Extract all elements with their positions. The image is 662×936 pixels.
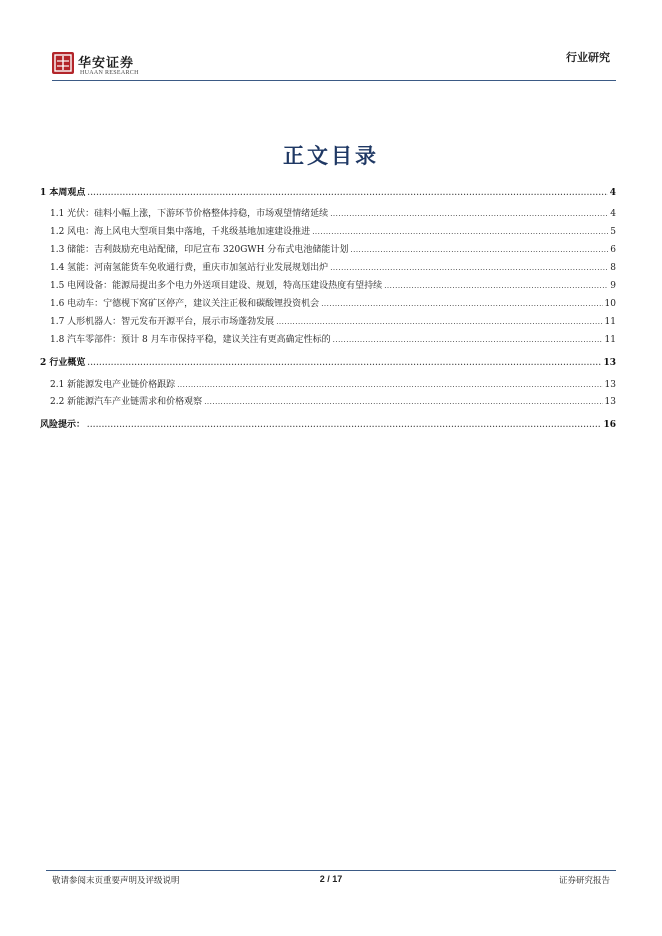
toc-entry[interactable] — [40, 185, 616, 198]
report-category: 行业研究 — [566, 51, 610, 64]
toc-entry[interactable] — [50, 377, 616, 390]
footer-divider — [46, 870, 616, 871]
toc-title: 正文目录 — [283, 143, 379, 168]
toc-entry-text: 1.3 储能：吉利鼓励充电站配储，印尼宣布 320GWH 分布式电池储能计划 — [50, 245, 349, 255]
toc-leader — [177, 381, 602, 389]
toc-entry[interactable] — [50, 314, 616, 327]
toc-leader — [87, 188, 607, 197]
toc-entry-page: 13 — [604, 397, 616, 407]
toc-leader — [330, 210, 608, 218]
toc-entry-text: 风险提示： — [40, 420, 86, 430]
toc-entry-text: 1.7 人形机器人：智元发布开源平台，展示市场蓬勃发展 — [50, 317, 275, 327]
toc-entry-page: 8 — [610, 263, 616, 273]
toc-entry-page: 5 — [610, 227, 616, 237]
toc-entry-page: 9 — [610, 281, 616, 291]
toc-entry[interactable] — [50, 260, 616, 273]
toc-leader — [87, 420, 601, 429]
toc-entry-text: 1.4 氢能：河南氢能货车免收通行费，重庆市加氢站行业发展规划出炉 — [50, 263, 329, 273]
toc-entry[interactable] — [50, 278, 616, 291]
toc-entry-text: 2.2 新能源汽车产业链需求和价格观察 — [50, 397, 203, 407]
toc-entry-text: 2 行业概览 — [40, 358, 86, 368]
toc-entry[interactable] — [50, 332, 616, 345]
toc-entry[interactable] — [50, 242, 616, 255]
toc-entry-text: 1.2 风电：海上风电大型项目集中落地，千兆级基地加速建设推进 — [50, 227, 311, 237]
toc-entry-text: 1.8 汽车零部件：预计 8 月车市保持平稳，建议关注有更高确定性标的 — [50, 335, 331, 345]
toc-leader — [333, 336, 603, 344]
toc-entry-text: 1.6 电动车：宁德枧下窝矿区停产，建议关注正极和碳酸锂投资机会 — [50, 299, 320, 309]
header-divider — [52, 80, 616, 81]
toc-entry[interactable] — [40, 417, 616, 430]
toc-entry[interactable] — [50, 206, 616, 219]
toc-entry-page: 13 — [604, 380, 616, 390]
toc-leader — [87, 358, 601, 367]
toc-entry[interactable] — [50, 296, 616, 309]
toc-entry-page: 13 — [603, 358, 616, 368]
toc-entry-page: 16 — [603, 420, 616, 430]
toc-entry-text: 2.1 新能源发电产业链价格跟踪 — [50, 380, 176, 390]
toc-leader — [312, 228, 608, 236]
toc-entry-page: 10 — [604, 299, 616, 309]
footer-report-type: 证券研究报告 — [558, 876, 610, 886]
toc-entry-text: 1.1 光伏：硅料小幅上涨，下游环节价格整体持稳，市场观望情绪延续 — [50, 209, 329, 219]
toc-leader — [330, 264, 608, 272]
toc-leader — [204, 398, 602, 406]
toc-entry[interactable] — [40, 355, 616, 368]
toc-entry-page: 11 — [604, 317, 616, 327]
company-logo — [52, 50, 139, 80]
seal-icon — [52, 52, 74, 74]
toc-leader — [384, 282, 608, 290]
logo-text-en: HUAAN RESEARCH — [80, 70, 139, 76]
logo-text-cn: 华安证券 — [78, 56, 135, 71]
toc-entry[interactable] — [50, 394, 616, 407]
toc-leader — [321, 300, 602, 308]
toc-entry-page: 4 — [610, 209, 616, 219]
toc-entry-page: 6 — [610, 245, 616, 255]
toc-entry-page: 4 — [609, 188, 616, 198]
toc-leader — [350, 246, 608, 254]
toc-entry[interactable] — [50, 224, 616, 237]
toc-entry-text: 1 本周观点 — [40, 188, 86, 198]
toc-leader — [276, 318, 602, 326]
toc-entry-text: 1.5 电网设备：能源局提出多个电力外送项目建设、规划，特高压建设热度有望持续 — [50, 281, 383, 291]
footer-disclaimer: 敬请参阅末页重要声明及评级说明 — [52, 876, 180, 886]
page-number: 2 / 17 — [319, 874, 343, 884]
toc-entry-page: 11 — [604, 335, 616, 345]
